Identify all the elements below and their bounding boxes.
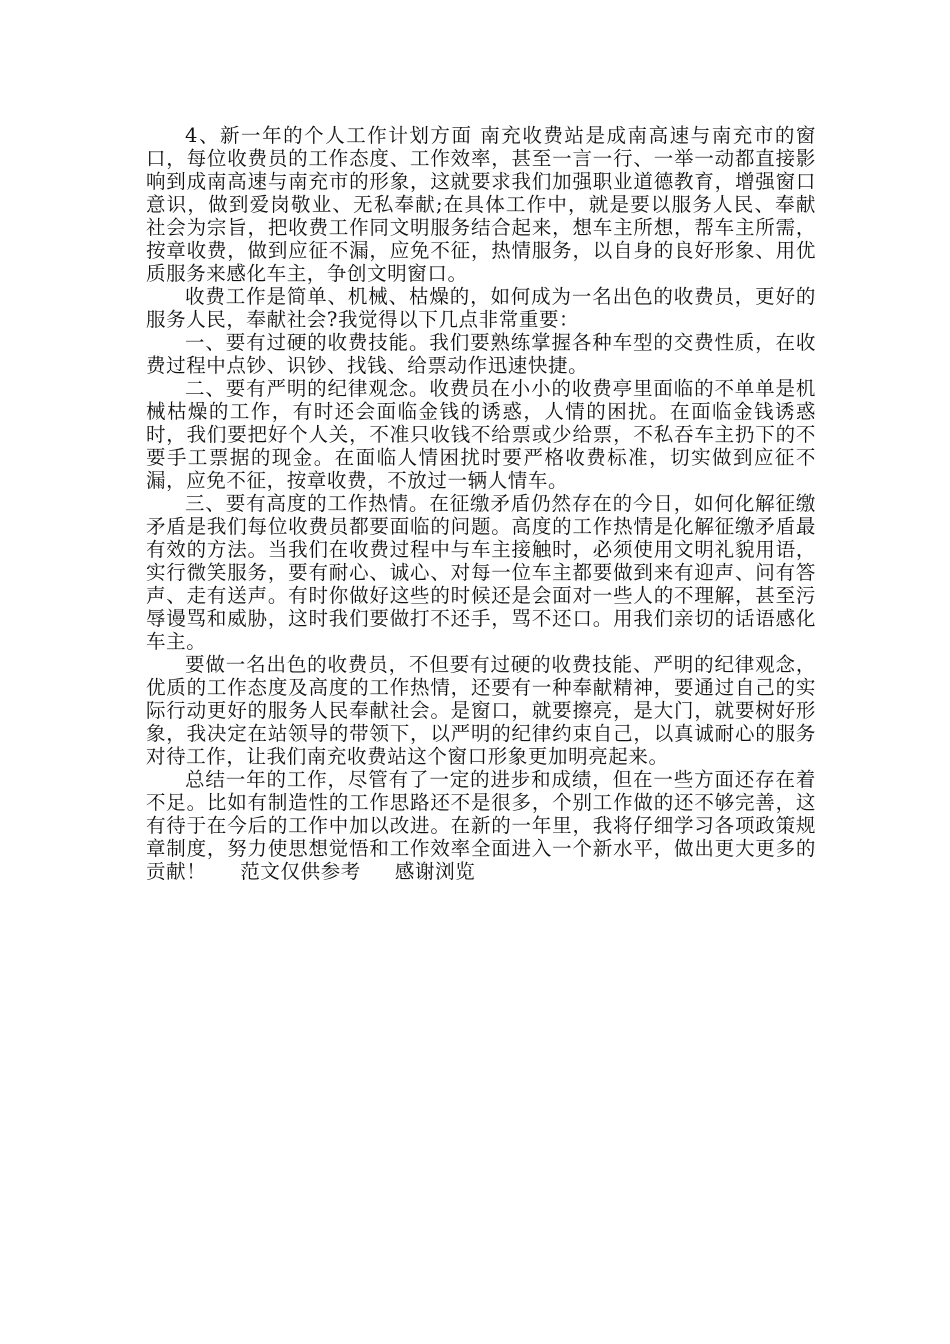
document-body bbox=[146, 124, 816, 883]
paragraph-point-three-enthusiasm: 三、要有高度的工作热情。在征缴矛盾仍然存在的今日，如何化解征缴矛盾是我们每位收费员都要面临的问题。高度的工作热情是化解征缴矛盾最有效的方法。当我们在收费过程中与车主接触时，必须使用文明礼貌用语，实行微笑服务，要有耐心、诚心、对每一位车主都要做到来有迎声、问有答声、走有送声。有时你做好这些的时候还是会面对一些人的不理解，甚至污辱谩骂和威胁，这时我们要做打不还手，骂不还口。用我们亲切的话语感化车主。 bbox=[146, 492, 816, 653]
paragraph-point-two-discipline: 二、要有严明的纪律观念。收费员在小小的收费亭里面临的不单单是机械枯燥的工作，有时还会面临金钱的诱惑，人情的困扰。在面临金钱诱惑时，我们要把好个人关，不准只收钱不给票或少给票，不私吞车主扔下的不要手工票据的现金。在面临人情困扰时要严格收费标准，切实做到应征不漏，应免不征，按章收费，不放过一辆人情车。 bbox=[146, 377, 816, 492]
paragraph-work-plan: 4、新一年的个人工作计划方面 南充收费站是成南高速与南充市的窗口，每位收费员的工作态度、工作效率，甚至一言一行、一举一动都直接影响到成南高速与南充市的形象，这就要求我们加强职业道德教育，增强窗口意识，做到爱岗敬业、无私奉献;在具体工作中，就是要以服务人民、奉献社会为宗旨，把收费工作同文明服务结合起来，想车主所想，帮车主所需，按章收费，做到应征不漏，应免不征，热情服务，以自身的良好形象、用优质服务来感化车主，争创文明窗口。 bbox=[146, 124, 816, 285]
paragraph-intro-question: 收费工作是简单、机械、枯燥的，如何成为一名出色的收费员，更好的服务人民，奉献社会?我觉得以下几点非常重要： bbox=[146, 285, 816, 331]
paragraph-dedication: 要做一名出色的收费员，不但要有过硬的收费技能、严明的纪律观念，优质的工作态度及高度的工作热情，还要有一种奉献精神，要通过自己的实际行动更好的服务人民奉献社会。是窗口，就要擦亮，是大门，就要树好形象，我决定在站领导的带领下，以严明的纪律约束自己，以真诚耐心的服务对待工作，让我们南充收费站这个窗口形象更加明亮起来。 bbox=[146, 653, 816, 768]
paragraph-point-one-skills: 一、要有过硬的收费技能。我们要熟练掌握各种车型的交费性质，在收费过程中点钞、识钞、找钱、给票动作迅速快捷。 bbox=[146, 331, 816, 377]
summary-text: 总结一年的工作，尽管有了一定的进步和成绩，但在一些方面还存在着不足。比如有制造性的工作思路还不是很多，个别工作做的还不够完善，这有待于在今后的工作中加以改进。在新的一年里，我将仔细学习各项政策规章制度，努力使思想觉悟和工作效率全面进入一个新水平，做出更大更多的贡献！ bbox=[146, 768, 816, 883]
closing-note: 范文仅供参考 感谢浏览 bbox=[206, 860, 476, 883]
paragraph-summary bbox=[146, 768, 816, 883]
